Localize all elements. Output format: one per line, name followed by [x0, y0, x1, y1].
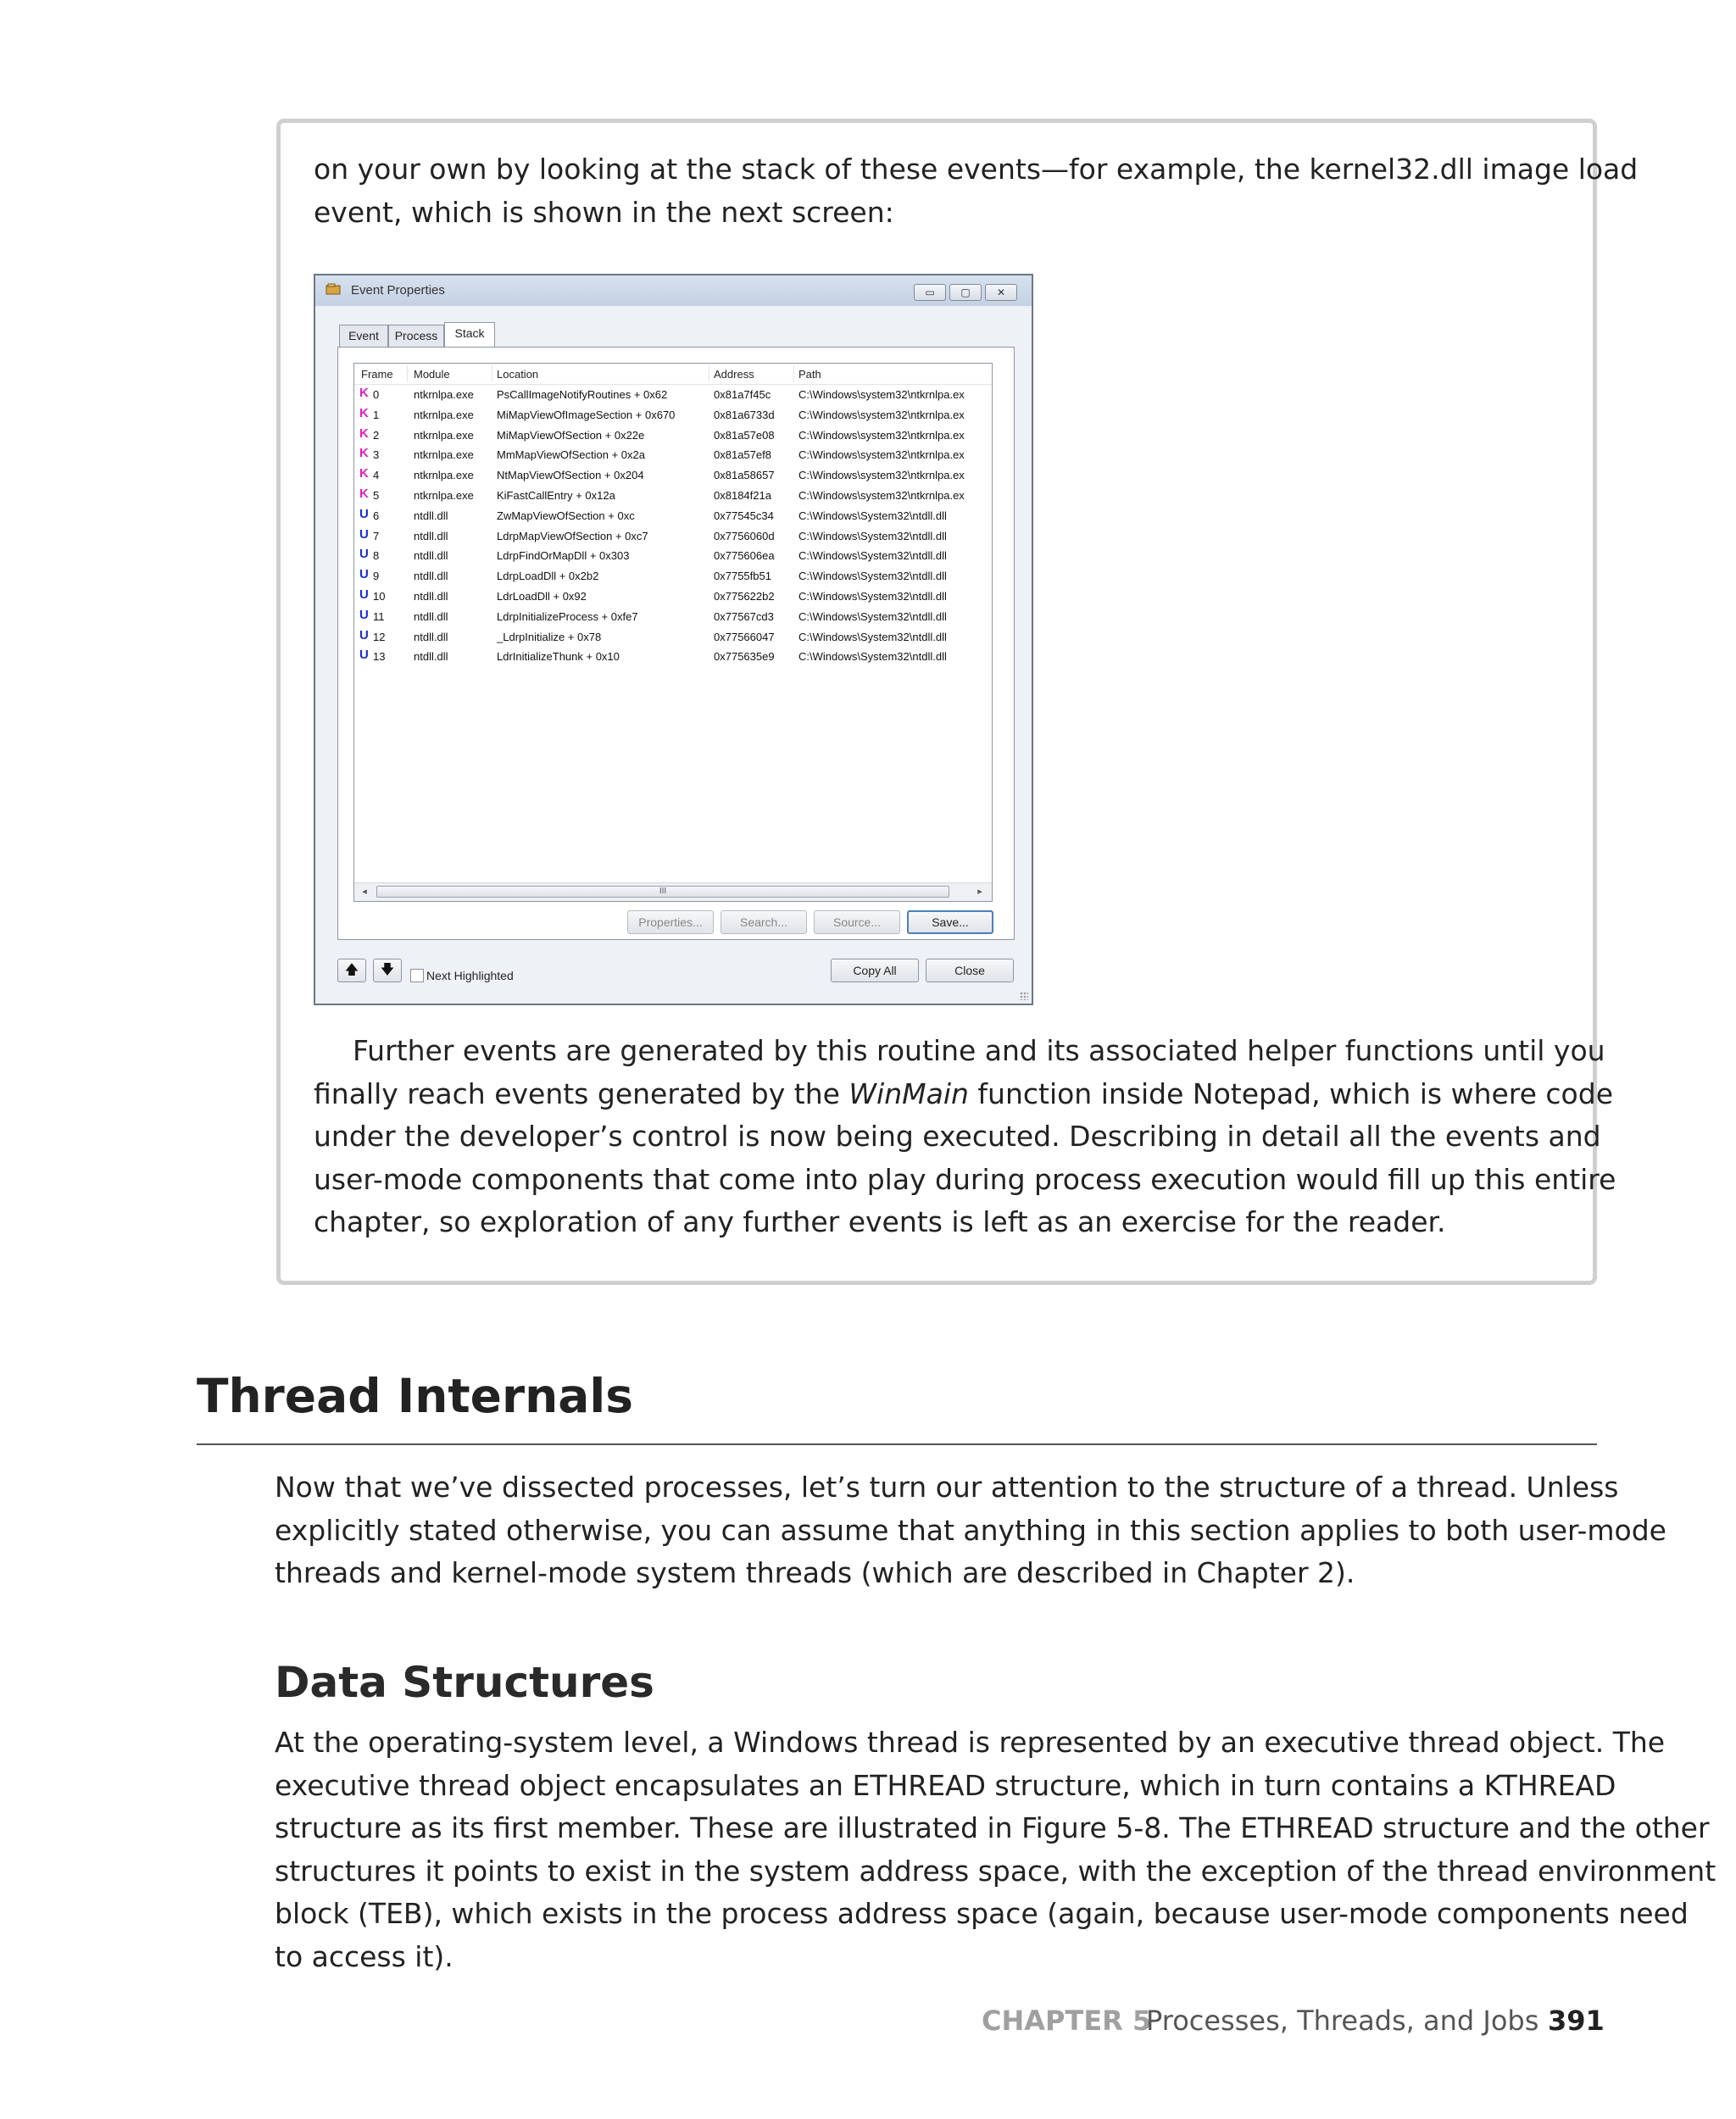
- scroll-thumb[interactable]: III: [376, 886, 949, 898]
- text-line: executive thread object encapsulates an ETHREAD structure, which in turn contains a KTHREAD: [275, 1768, 1616, 1802]
- footer-chapter: CHAPTER 5: [982, 2005, 1152, 2037]
- cell-module: ntkrnlpa.exe: [414, 408, 474, 421]
- cell-frame: 6: [373, 509, 380, 522]
- cell-address: 0x81a57ef8: [714, 448, 771, 462]
- minimize-button[interactable]: ▭: [914, 284, 946, 301]
- cell-address: 0x81a58657: [714, 469, 775, 482]
- cell-address: 0x775606ea: [714, 549, 775, 563]
- down-arrow-button[interactable]: [373, 959, 402, 982]
- column-address[interactable]: Address: [714, 368, 754, 381]
- footer-chapter-title: Processes, Threads, and Jobs: [1146, 2005, 1539, 2037]
- cell-address: 0x81a7f45c: [714, 388, 771, 401]
- cell-location: MiMapViewOfSection + 0x22e: [497, 428, 645, 442]
- next-highlighted-label[interactable]: Next Highlighted: [426, 969, 514, 982]
- subsection-paragraph: [275, 1721, 1716, 1978]
- cell-mode: K: [359, 405, 369, 420]
- cell-path: C:\Windows\System32\ntdll.dll: [798, 650, 947, 664]
- cell-location: ZwMapViewOfSection + 0xc: [497, 509, 635, 522]
- cell-module: ntdll.dll: [414, 590, 448, 603]
- maximize-button[interactable]: ▢: [949, 284, 982, 301]
- cell-mode: U: [359, 526, 369, 542]
- cell-mode: K: [359, 446, 369, 461]
- table-row[interactable]: [354, 545, 992, 565]
- table-row[interactable]: [354, 565, 992, 586]
- cell-mode: K: [359, 487, 369, 501]
- subsection-title: Data Structures: [275, 1658, 654, 1707]
- cell-address: 0x81a6733d: [714, 408, 775, 421]
- cell-mode: U: [359, 607, 369, 622]
- table-row[interactable]: [354, 646, 992, 666]
- cell-address: 0x81a57e08: [714, 428, 775, 442]
- cell-address: 0x77545c34: [714, 509, 774, 522]
- cell-address: 0x77567cd3: [714, 609, 774, 623]
- cell-address: 0x775622b2: [714, 590, 775, 603]
- tab-event[interactable]: Event: [339, 325, 388, 347]
- table-row[interactable]: [354, 425, 992, 445]
- table-row[interactable]: [354, 606, 992, 626]
- cell-frame: 2: [373, 428, 380, 442]
- text-line: chapter, so exploration of any further events is left as an exercise for the reader.: [314, 1205, 1446, 1238]
- cell-mode: U: [359, 648, 369, 663]
- text-line: under the developer’s control is now being executed. Describing in detail all the events and: [314, 1120, 1601, 1153]
- cell-frame: 3: [373, 448, 380, 462]
- cell-frame: 10: [373, 590, 386, 603]
- cell-address: 0x775635e9: [714, 650, 775, 664]
- cell-location: _LdrpInitialize + 0x78: [497, 630, 602, 643]
- up-arrow-icon: 🡅: [344, 963, 359, 977]
- cell-module: ntdll.dll: [414, 650, 448, 664]
- cell-frame: 5: [373, 489, 380, 502]
- cell-location: KiFastCallEntry + 0x12a: [497, 489, 615, 502]
- cell-location: MmMapViewOfSection + 0x2a: [497, 448, 645, 462]
- close-button[interactable]: Close: [926, 959, 1014, 982]
- cell-mode: U: [359, 567, 369, 582]
- scroll-left-icon[interactable]: ◂: [362, 887, 367, 897]
- text-line: Further events are generated by this routine and its associated helper functions until you: [353, 1034, 1605, 1067]
- cell-module: ntdll.dll: [414, 570, 448, 583]
- stack-tab-panel: [337, 347, 1015, 940]
- cell-path: C:\Windows\system32\ntkrnlpa.ex: [798, 489, 965, 502]
- table-row[interactable]: [354, 464, 992, 485]
- properties-button[interactable]: Properties...: [627, 910, 714, 934]
- list-header: [354, 364, 992, 385]
- text-line: At the operating-system level, a Windows thread is represented by an executive thread object. The: [275, 1726, 1666, 1759]
- text-line: Now that we’ve dissected processes, let’s turn our attention to the structure of a thread. Unless: [275, 1471, 1619, 1504]
- intro-paragraph: [314, 148, 1638, 234]
- copy-all-button[interactable]: Copy All: [831, 959, 919, 982]
- table-row[interactable]: [354, 485, 992, 505]
- cell-mode: U: [359, 587, 369, 602]
- up-arrow-button[interactable]: [337, 959, 366, 982]
- column-frame[interactable]: Frame: [361, 368, 393, 381]
- cell-module: ntkrnlpa.exe: [414, 469, 474, 482]
- table-row[interactable]: [354, 404, 992, 425]
- cell-location: LdrpLoadDll + 0x2b2: [497, 570, 599, 583]
- cell-frame: 13: [373, 650, 386, 664]
- cell-module: ntdll.dll: [414, 630, 448, 643]
- table-row[interactable]: [354, 384, 992, 404]
- cell-module: ntdll.dll: [414, 609, 448, 623]
- cell-location: LdrpMapViewOfSection + 0xc7: [497, 529, 648, 542]
- horizontal-scrollbar[interactable]: [354, 882, 992, 902]
- app-icon: [326, 283, 341, 295]
- resize-grip-icon[interactable]: [1020, 992, 1028, 1000]
- cell-frame: 12: [373, 630, 386, 643]
- cell-module: ntdll.dll: [414, 529, 448, 542]
- cell-path: C:\Windows\system32\ntkrnlpa.ex: [798, 408, 965, 421]
- further-paragraph: [314, 1030, 1616, 1244]
- cell-frame: 4: [373, 469, 380, 482]
- cell-location: LdrpFindOrMapDll + 0x303: [497, 549, 630, 563]
- cell-path: C:\Windows\System32\ntdll.dll: [798, 529, 947, 542]
- cell-module: ntkrnlpa.exe: [414, 388, 474, 401]
- cell-path: C:\Windows\System32\ntdll.dll: [798, 630, 947, 643]
- cell-address: 0x7755fb51: [714, 570, 771, 583]
- cell-location: MiMapViewOfImageSection + 0x670: [497, 408, 676, 421]
- tab-process[interactable]: Process: [388, 325, 444, 347]
- cell-frame: 11: [373, 609, 385, 623]
- cell-path: C:\Windows\System32\ntdll.dll: [798, 570, 947, 583]
- cell-location: LdrLoadDll + 0x92: [497, 590, 587, 603]
- search-button[interactable]: Search...: [721, 910, 807, 934]
- column-location[interactable]: Location: [497, 368, 539, 381]
- cell-frame: 9: [373, 570, 380, 583]
- cell-path: C:\Windows\System32\ntdll.dll: [798, 509, 947, 522]
- cell-module: ntkrnlpa.exe: [414, 489, 474, 502]
- table-row[interactable]: [354, 505, 992, 526]
- column-path[interactable]: Path: [798, 368, 821, 381]
- event-properties-window: [314, 274, 1033, 1005]
- table-row[interactable]: [354, 526, 992, 546]
- table-row[interactable]: [354, 444, 992, 464]
- cell-path: C:\Windows\system32\ntkrnlpa.ex: [798, 388, 965, 401]
- text-line: explicitly stated otherwise, you can assume that anything in this section applies to both user-mode: [275, 1513, 1666, 1547]
- cell-mode: K: [359, 466, 369, 481]
- cell-location: PsCallImageNotifyRoutines + 0x62: [497, 388, 668, 401]
- down-arrow-icon: 🡇: [380, 963, 395, 977]
- close-window-button[interactable]: ✕: [985, 284, 1017, 301]
- save-button[interactable]: Save...: [907, 910, 993, 934]
- cell-module: ntdll.dll: [414, 549, 448, 563]
- cell-mode: K: [359, 386, 369, 400]
- cell-location: LdrpInitializeProcess + 0xfe7: [497, 609, 638, 623]
- cell-path: C:\Windows\system32\ntkrnlpa.ex: [798, 469, 965, 482]
- title-bar[interactable]: [315, 275, 1032, 306]
- cell-location: LdrInitializeThunk + 0x10: [497, 650, 620, 664]
- scroll-right-icon[interactable]: ▸: [977, 887, 982, 897]
- cell-path: C:\Windows\System32\ntdll.dll: [798, 549, 947, 563]
- cell-mode: U: [359, 506, 369, 521]
- text-line: threads and kernel-mode system threads (which are described in Chapter 2).: [275, 1556, 1355, 1589]
- text-line: on your own by looking at the stack of these events—for example, the kernel32.dll image load: [314, 153, 1639, 186]
- cell-location: NtMapViewOfSection + 0x204: [497, 469, 644, 482]
- cell-path: C:\Windows\System32\ntdll.dll: [798, 590, 947, 603]
- tab-stack[interactable]: Stack: [444, 322, 495, 348]
- cell-mode: U: [359, 627, 369, 642]
- section-title: Thread Internals: [197, 1369, 633, 1423]
- cell-frame: 7: [373, 529, 380, 542]
- next-highlighted-checkbox[interactable]: [410, 969, 424, 982]
- table-row[interactable]: [354, 586, 992, 606]
- cell-path: C:\Windows\system32\ntkrnlpa.ex: [798, 428, 965, 442]
- column-module[interactable]: Module: [414, 368, 450, 381]
- text-line: block (TEB), which exists in the process address space (again, because user-mode components need: [275, 1897, 1689, 1930]
- cell-module: ntkrnlpa.exe: [414, 448, 474, 462]
- text-line: event, which is shown in the next screen:: [314, 195, 894, 229]
- winmain-emphasis: WinMain: [849, 1076, 969, 1110]
- text-line: structures it points to exist in the system address space, with the exception of the thread environment: [275, 1854, 1717, 1888]
- cell-frame: 0: [373, 388, 380, 401]
- cell-frame: 8: [373, 549, 380, 563]
- text-line: finally reach events generated by the WinMain function inside Notepad, which is where code: [314, 1076, 1614, 1110]
- table-row[interactable]: [354, 626, 992, 647]
- cell-mode: U: [359, 547, 369, 562]
- page-number: 391: [1548, 2005, 1605, 2037]
- cell-frame: 1: [373, 408, 380, 421]
- section-paragraph: [275, 1466, 1666, 1595]
- cell-mode: K: [359, 425, 369, 441]
- cell-module: ntdll.dll: [414, 509, 448, 522]
- source-button[interactable]: Source...: [814, 910, 900, 934]
- cell-module: ntkrnlpa.exe: [414, 428, 474, 442]
- stack-list[interactable]: [353, 363, 993, 902]
- text-line: structure as its first member. These are illustrated in Figure 5-8. The ETHREAD structure and the other: [275, 1811, 1710, 1844]
- cell-path: C:\Windows\system32\ntkrnlpa.ex: [798, 448, 965, 462]
- cell-address: 0x77566047: [714, 630, 775, 643]
- cell-address: 0x7756060d: [714, 529, 775, 542]
- cell-path: C:\Windows\System32\ntdll.dll: [798, 609, 947, 623]
- text-line: user-mode components that come into play during process execution would fill up this entire: [314, 1162, 1616, 1196]
- text-line: to access it).: [275, 1939, 453, 1973]
- section-rule: [197, 1443, 1597, 1445]
- cell-address: 0x8184f21a: [714, 489, 771, 502]
- window-title: Event Properties: [351, 283, 445, 298]
